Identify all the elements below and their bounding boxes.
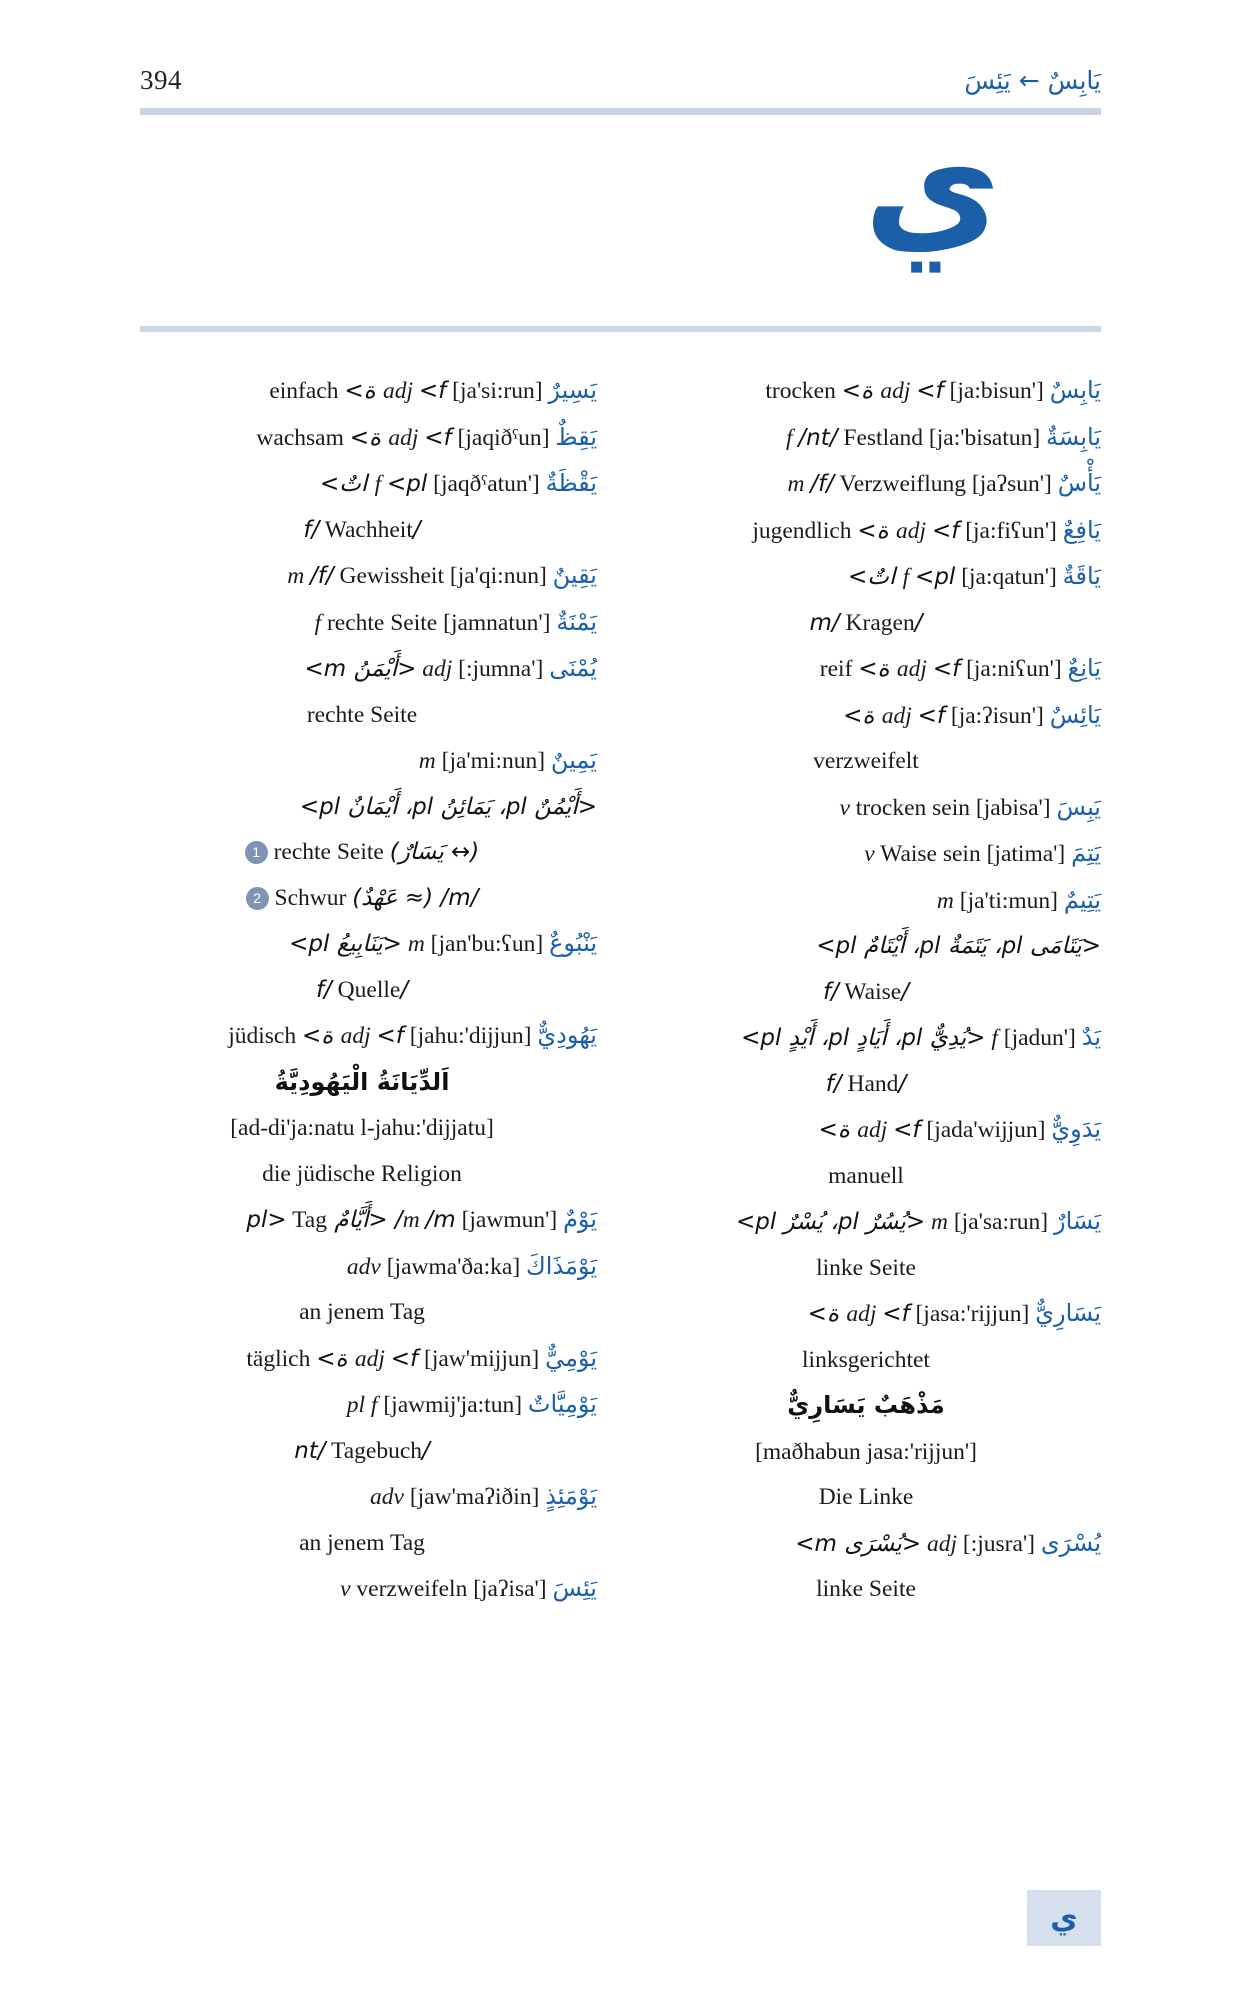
grammar-note: <f ة> xyxy=(301,1023,404,1049)
translation-german: manuell xyxy=(828,1162,904,1189)
translation-german: wachsam xyxy=(256,424,344,451)
dictionary-entry-line xyxy=(631,1246,1101,1292)
translation-german: Tagebuch xyxy=(331,1437,423,1464)
translation-german: Die Linke xyxy=(818,1484,914,1510)
headword-arabic: يَدَوِيٌّ xyxy=(1051,1115,1101,1143)
translation-german: täglich xyxy=(246,1345,311,1372)
translation-german: jüdisch xyxy=(228,1023,297,1049)
part-of-speech: adj xyxy=(896,517,927,544)
headword-arabic: يَسَارِيٌّ xyxy=(1035,1299,1101,1327)
grammar-note: <f ة> xyxy=(807,1301,910,1327)
headword-arabic: يَوْمِيٌّ xyxy=(545,1343,597,1372)
dictionary-entry-line xyxy=(127,553,597,600)
part-of-speech: adj xyxy=(354,1345,385,1372)
dictionary-entry-line xyxy=(631,878,1101,925)
grammar-note: <f ة> xyxy=(316,1345,419,1372)
running-head: يَابِسٌ ← يَئِسَ xyxy=(964,65,1101,95)
part-of-speech: adj xyxy=(857,1117,888,1143)
dictionary-entry-line xyxy=(127,600,597,647)
headword-arabic: يَابِسٌ xyxy=(1049,376,1101,404)
pronunciation: ['jaʔisa] xyxy=(473,1576,547,1602)
translation-german: Gewissheit xyxy=(339,563,444,589)
dictionary-entry-line xyxy=(127,876,597,922)
headword-arabic: يَمِينٌ xyxy=(550,746,597,774)
section-rule xyxy=(140,326,1101,332)
dictionary-entry-line xyxy=(631,601,1101,647)
dictionary-entry-line xyxy=(127,1244,597,1291)
dictionary-entry-line xyxy=(631,1062,1101,1108)
headword-arabic: يَوْمٌ xyxy=(563,1205,597,1233)
dictionary-entry-line xyxy=(127,968,597,1014)
part-of-speech: m xyxy=(402,1207,420,1233)
grammar-note: <يَتَامَى pl، يَتَمَةٌ pl، أَيْتَامٌ pl> xyxy=(816,933,1101,959)
dictionary-entry-line xyxy=(127,785,597,831)
translation-german: Tag xyxy=(292,1207,327,1233)
dictionary-entry-line xyxy=(631,368,1101,415)
pronunciation: ['jaqðˤatun] xyxy=(433,471,540,497)
dictionary-entry-line xyxy=(631,1199,1101,1246)
translation-german: einfach xyxy=(269,378,339,404)
translation-german: Wachheit xyxy=(324,516,413,543)
translation-german: linksgerichtet xyxy=(802,1346,930,1373)
dictionary-entry-line xyxy=(127,508,597,554)
headword-arabic: يُمْنَى xyxy=(549,654,597,682)
pronunciation: [ja'ti:mun] xyxy=(959,887,1058,914)
sense-number-badge: 2 xyxy=(246,887,269,910)
part-of-speech: adj xyxy=(896,656,927,682)
dictionary-entry-line xyxy=(631,415,1101,462)
column-left xyxy=(127,368,597,1613)
part-of-speech: m xyxy=(787,471,805,497)
headword-arabic: يَأْسٌ xyxy=(1057,469,1101,497)
dictionary-entry-line xyxy=(631,554,1101,601)
dictionary-entry-line xyxy=(631,1338,1101,1384)
translation-german: reif xyxy=(819,656,853,682)
dictionary-entry-line xyxy=(127,738,597,785)
translation-german: Verzweiflung xyxy=(839,471,967,497)
grammar-note: <يُسْرَى m> xyxy=(795,1530,922,1557)
part-of-speech: adj xyxy=(388,424,419,451)
pronunciation: [jawma'ða:ka] xyxy=(386,1253,521,1280)
translation-german: Kragen xyxy=(845,609,915,636)
part-of-speech: adv xyxy=(346,1253,381,1280)
dictionary-entry-line xyxy=(631,461,1101,508)
grammar-note: <f ة> xyxy=(858,656,961,682)
headword-arabic: يَافِعٌ xyxy=(1062,515,1101,544)
grammar-note: <يُدِيٌّ pl، أَيَادٍ pl، أَيْدٍ pl> xyxy=(741,1025,986,1051)
pronunciation: [jahu:'dijjun] xyxy=(409,1023,532,1049)
dictionary-entry-line xyxy=(631,831,1101,878)
pronunciation: [ja'mi:nun] xyxy=(441,748,546,774)
grammar-note: (↔ يَسَارٌ) xyxy=(389,839,480,865)
pronunciation: [jan'bu:ʕun] xyxy=(430,931,544,957)
headword-arabic: يَابِسَةٌ xyxy=(1046,422,1101,451)
dictionary-entry-line xyxy=(631,646,1101,693)
translation-german: rechte Seite xyxy=(306,701,418,728)
grammar-note: /m/ (≈ عَهْدٌ) xyxy=(352,884,479,911)
dictionary-entry-line xyxy=(127,1429,597,1475)
dictionary-entry-line xyxy=(127,368,597,415)
part-of-speech: v xyxy=(340,1576,351,1602)
dictionary-entry-line xyxy=(631,1567,1101,1613)
dictionary-entry-line xyxy=(127,1336,597,1383)
dictionary-entry-line xyxy=(127,1521,597,1567)
pronunciation: [ja'sa:run] xyxy=(953,1209,1049,1235)
pronunciation: ['ja:ʔisun] xyxy=(950,702,1044,729)
grammar-note: /f/ xyxy=(825,1070,907,1097)
dictionary-entry-line xyxy=(631,1291,1101,1338)
pronunciation: ['jaʔsun] xyxy=(971,471,1052,497)
part-of-speech: m xyxy=(418,748,436,774)
translation-german: verzweifeln xyxy=(356,1576,468,1602)
pronunciation: [jawmij'ja:tun] xyxy=(383,1392,523,1418)
translation-german: Waise sein xyxy=(880,841,981,867)
dictionary-entry-line xyxy=(631,1383,1101,1430)
part-of-speech: m xyxy=(407,931,425,957)
part-of-speech: m xyxy=(936,887,954,914)
grammar-note: <أَيْمُنٌ pl، يَمَائِنُ pl، أَيْمَانٌ pl> xyxy=(299,793,597,820)
part-of-speech: f xyxy=(991,1025,998,1051)
pronunciation: ['jadun] xyxy=(1003,1025,1076,1051)
part-of-speech: v xyxy=(839,794,850,821)
pronunciation: ['jawmun] xyxy=(461,1207,558,1233)
grammar-note: <f ة> xyxy=(857,517,960,544)
part-of-speech: m xyxy=(930,1209,948,1235)
dictionary-entry-line xyxy=(631,693,1101,740)
headword-arabic: يَتِمَ xyxy=(1071,839,1101,867)
grammar-note: <f ة> xyxy=(818,1117,921,1143)
dictionary-entry-line xyxy=(631,1107,1101,1154)
grammar-note: <f ة> xyxy=(843,702,945,729)
dictionary-entry-line xyxy=(127,1566,597,1613)
part-of-speech: adj xyxy=(422,656,453,682)
dictionary-entry-line xyxy=(127,1060,597,1107)
dictionary-entry-line xyxy=(127,1382,597,1429)
column-right xyxy=(631,368,1101,1613)
dictionary-entry-line xyxy=(631,1430,1101,1476)
translation-german: trocken sein xyxy=(855,794,970,821)
part-of-speech: adj xyxy=(881,702,912,729)
headword-arabic: يَهُودِيٌّ xyxy=(537,1021,597,1049)
pronunciation: ['ja:bisun] xyxy=(949,378,1044,404)
dictionary-entry-line xyxy=(127,1013,597,1060)
translation-german: Festland xyxy=(843,424,924,451)
pronunciation: [jaqiðˤun] xyxy=(457,424,550,451)
part-of-speech: f xyxy=(314,609,322,636)
entry-columns xyxy=(140,368,1101,1613)
translation-german: rechte Seite xyxy=(273,839,384,865)
thumb-index xyxy=(1027,1890,1101,1946)
dictionary-entry-line xyxy=(631,970,1101,1016)
headword-arabic: اَلدِّيَانَةُ الْيَهُودِيَّةُ xyxy=(274,1067,450,1096)
dictionary-entry-line xyxy=(127,693,597,739)
grammar-note: /m/ xyxy=(809,609,923,636)
translation-german: Hand xyxy=(847,1070,899,1097)
pronunciation: [jada'wijjun] xyxy=(926,1117,1046,1143)
dictionary-entry-line xyxy=(631,1521,1101,1568)
dictionary-entry-line xyxy=(127,1197,597,1244)
translation-german: rechte Seite xyxy=(326,609,438,636)
pronunciation: [jaw'maʔiðin] xyxy=(409,1484,540,1510)
headword-arabic: يُسْرَى xyxy=(1040,1528,1101,1557)
dictionary-entry-line xyxy=(631,924,1101,970)
pronunciation: ['jumna:] xyxy=(458,656,544,682)
dictionary-entry-line xyxy=(127,415,597,462)
translation-german: Quelle xyxy=(337,976,401,1003)
translation-german: trocken xyxy=(765,378,836,404)
headword-arabic: يَانِعٌ xyxy=(1067,654,1101,682)
grammar-note: <يُسُرٌ pl، يُسْرٌ pl> xyxy=(735,1209,926,1235)
grammar-note: <pl اتٌ> xyxy=(848,564,956,590)
translation-german: linke Seite xyxy=(816,1576,916,1602)
translation-german: Waise xyxy=(844,978,902,1005)
pronunciation: ['jamnatun] xyxy=(443,609,551,636)
grammar-note: <f ة> xyxy=(841,378,944,404)
dictionary-entry-line xyxy=(631,785,1101,832)
part-of-speech: adj xyxy=(880,378,911,404)
part-of-speech: f xyxy=(374,471,382,497)
dictionary-entry-line xyxy=(127,1474,597,1521)
grammar-note: <أَيْمَنُ m> xyxy=(304,656,417,682)
grammar-note: <يَنَابِيعُ pl> xyxy=(289,931,402,957)
pronunciation: ['ja:niʕun] xyxy=(966,656,1062,682)
section-letter: ي xyxy=(863,98,1001,272)
grammar-note: /f/ xyxy=(810,471,834,497)
part-of-speech: adj xyxy=(846,1301,877,1327)
pronunciation: [jasa:'rijjun] xyxy=(915,1301,1030,1327)
pronunciation: [jaw'mijjun] xyxy=(424,1345,540,1372)
pronunciation: [ja'qi:nun] xyxy=(449,563,547,589)
grammar-note: /f/ xyxy=(303,516,421,543)
translation-german: an jenem Tag xyxy=(299,1299,425,1325)
pronunciation: [ad-di'ja:natu l-jahu:'dijjatu] xyxy=(230,1115,494,1141)
pronunciation: ['jabisa] xyxy=(975,794,1051,821)
headword-arabic: يَوْمِيَّاتٌ xyxy=(527,1390,597,1418)
part-of-speech: m xyxy=(287,563,305,589)
part-of-speech: adv xyxy=(370,1484,404,1510)
grammar-note: /m/ <أَيَّامٌ pl> xyxy=(246,1207,456,1233)
part-of-speech: pl f xyxy=(346,1392,378,1418)
part-of-speech: adj xyxy=(926,1530,958,1557)
dictionary-entry-line xyxy=(127,1106,597,1152)
grammar-note: /f/ xyxy=(310,563,334,589)
headword-arabic: مَذْهَبٌ يَسَارِيٌّ xyxy=(787,1391,945,1419)
headword-arabic: يَسِيرٌ xyxy=(548,376,597,404)
dictionary-entry-line xyxy=(127,830,597,876)
dictionary-entry-line xyxy=(631,1475,1101,1521)
headword-arabic: يَقِظٌ xyxy=(555,422,597,451)
pronunciation: [ja'si:run] xyxy=(452,378,543,404)
dictionary-entry-line xyxy=(631,1154,1101,1200)
dictionary-entry-line xyxy=(631,739,1101,785)
grammar-note: /f/ xyxy=(823,978,909,1005)
headword-arabic: يَقْظَةٌ xyxy=(545,469,597,497)
grammar-note: /nt/ xyxy=(798,424,838,451)
headword-arabic: يَوْمَذَاكَ xyxy=(526,1251,597,1280)
headword-arabic: يَاقَةٌ xyxy=(1062,562,1101,590)
pronunciation: ['ja:fiʕun] xyxy=(965,517,1057,544)
part-of-speech: adj xyxy=(383,378,414,404)
grammar-note: /f/ xyxy=(315,976,409,1003)
headword-arabic: يَئِسَ xyxy=(552,1574,597,1602)
grammar-note: /nt/ xyxy=(294,1437,430,1464)
dictionary-entry-line xyxy=(127,921,597,968)
part-of-speech: f xyxy=(902,564,910,590)
grammar-note: <pl اتٌ> xyxy=(319,471,428,497)
headword-arabic: يَائِسٌ xyxy=(1049,700,1101,729)
headword-arabic: يَقِينٌ xyxy=(552,561,597,589)
headword-arabic: يَمْنَةٌ xyxy=(556,607,597,636)
page-number: 394 xyxy=(140,64,182,95)
dictionary-entry-line xyxy=(127,646,597,693)
grammar-note: <f ة> xyxy=(344,378,447,404)
part-of-speech: adj xyxy=(340,1023,371,1049)
headword-arabic: يَوْمَئِذٍ xyxy=(545,1482,597,1510)
grammar-note: <f ة> xyxy=(349,424,452,451)
dictionary-entry-line xyxy=(631,1015,1101,1062)
translation-german: Schwur xyxy=(274,884,347,911)
headword-arabic: يَبِسَ xyxy=(1056,792,1101,821)
pronunciation: ['ja:qatun] xyxy=(961,564,1057,590)
pronunciation: ['jatima] xyxy=(986,841,1066,867)
dictionary-entry-line xyxy=(127,461,597,508)
part-of-speech: v xyxy=(864,841,875,867)
dictionary-entry-line xyxy=(127,1152,597,1198)
dictionary-entry-line xyxy=(127,1290,597,1336)
translation-german: an jenem Tag xyxy=(299,1529,425,1556)
headword-arabic: يَنْبُوعٌ xyxy=(549,929,597,957)
dictionary-entry-line xyxy=(631,508,1101,555)
pronunciation: [ja:'bisatun] xyxy=(928,424,1041,451)
pronunciation: ['jusra:] xyxy=(962,1530,1035,1557)
sense-number-badge: 1 xyxy=(245,841,268,864)
pronunciation: ['maðhabun jasa:'rijjun] xyxy=(755,1438,977,1465)
part-of-speech: f xyxy=(786,424,793,451)
headword-arabic: يَتِيمٌ xyxy=(1063,885,1101,914)
translation-german: jugendlich xyxy=(752,517,852,544)
page-header xyxy=(140,60,1101,100)
section-letter-zone xyxy=(140,98,1101,320)
headword-arabic: يَسَارٌ xyxy=(1054,1207,1101,1235)
translation-german: linke Seite xyxy=(816,1254,916,1281)
thumb-index-letter: ي xyxy=(1050,1900,1078,1936)
translation-german: die jüdische Religion xyxy=(262,1160,462,1187)
headword-arabic: يَدٌ xyxy=(1081,1023,1101,1051)
translation-german: verzweifelt xyxy=(813,748,919,774)
